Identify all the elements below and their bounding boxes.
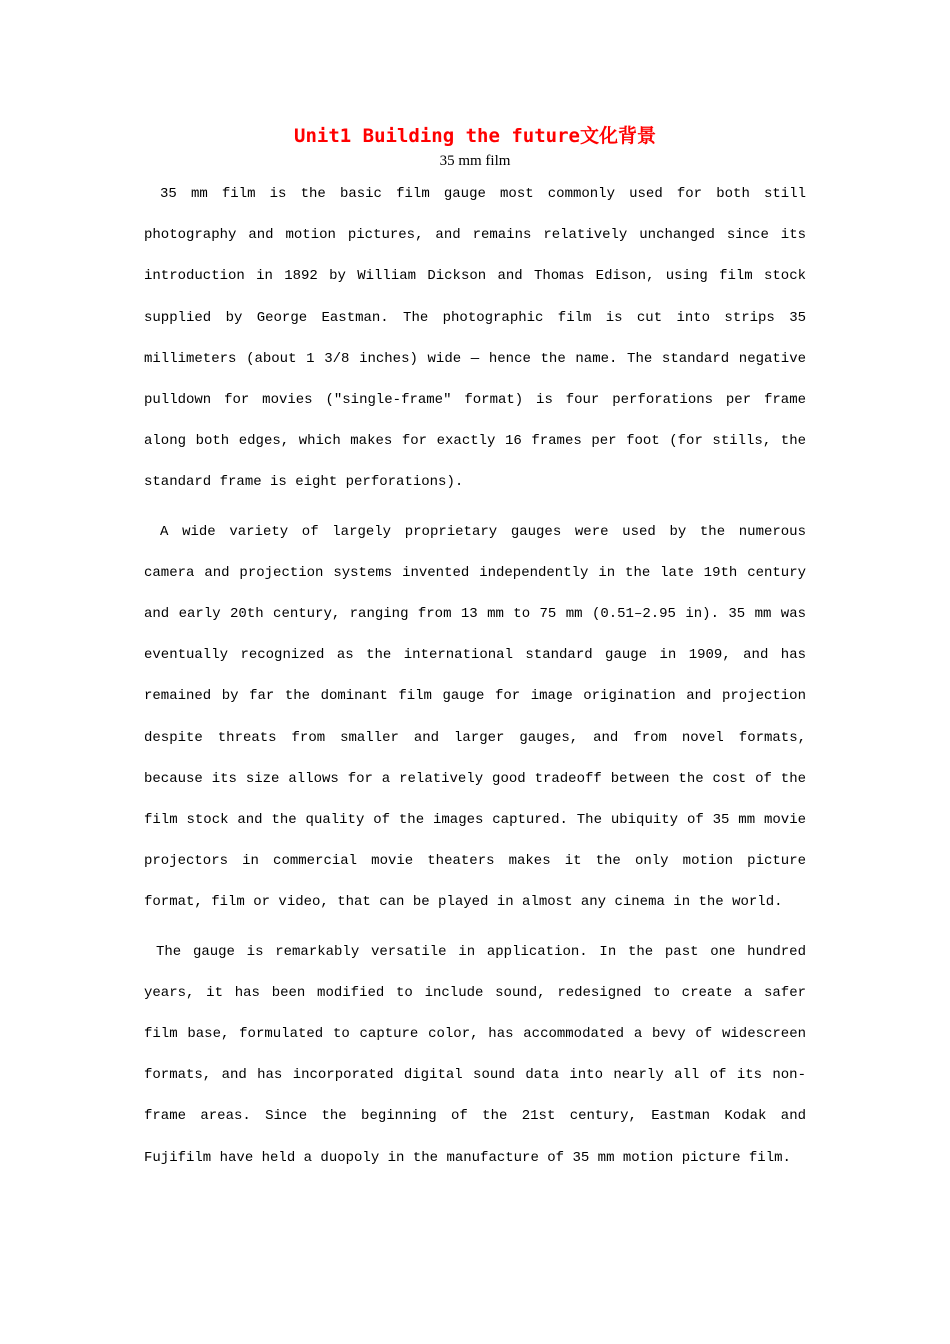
document-body [144, 174, 806, 1187]
paragraph-3: The gauge is remarkably versatile in application. In the past one hundred years, it has been modified to include sound, redesigned to create a safer film base, formulated to capture color, has accommodated a bevy of widescreen formats, and has incorporated digital sound data into nearly all of its non-frame areas. Since the beginning of the 21st century, Eastman Kodak and Fujifilm have held a duopoly in the manufacture of 35 mm motion picture film. [144, 943, 806, 1166]
page-title: Unit1 Building the future文化背景 [294, 125, 656, 147]
paragraph-2: A wide variety of largely proprietary gauges were used by the numerous camera and projection systems invented independently in the late 19th century and early 20th century, ranging from 13 mm to 75 mm (0.51–2.95 in). 35 mm was eventually recognized as the international standard gauge in 1909, and has remained by far the dominant film gauge for image origination and projection despite threats from smaller and larger gauges, and from novel formats, because its size allows for a relatively good tradeoff between the cost of the film stock and the quality of the images captured. The ubiquity of 35 mm movie projectors in commercial movie theaters makes it the only motion picture format, film or video, that can be played in almost any cinema in the world. [144, 523, 806, 911]
paragraph-1: 35 mm film is the basic film gauge most commonly used for both still photography and motion pictures, and remains relatively unchanged since its introduction in 1892 by William Dickson and Thomas Edison, using film stock supplied by George Eastman. The photographic film is cut into strips 35 millimeters (about 1 3/8 inches) wide — hence the name. The standard negative pulldown for movies ("single-frame" format) is four perforations per frame along both edges, which makes for exactly 16 frames per foot (for stills, the standard frame is eight perforations). [144, 186, 806, 491]
page-subtitle: 35 mm film [439, 153, 511, 169]
